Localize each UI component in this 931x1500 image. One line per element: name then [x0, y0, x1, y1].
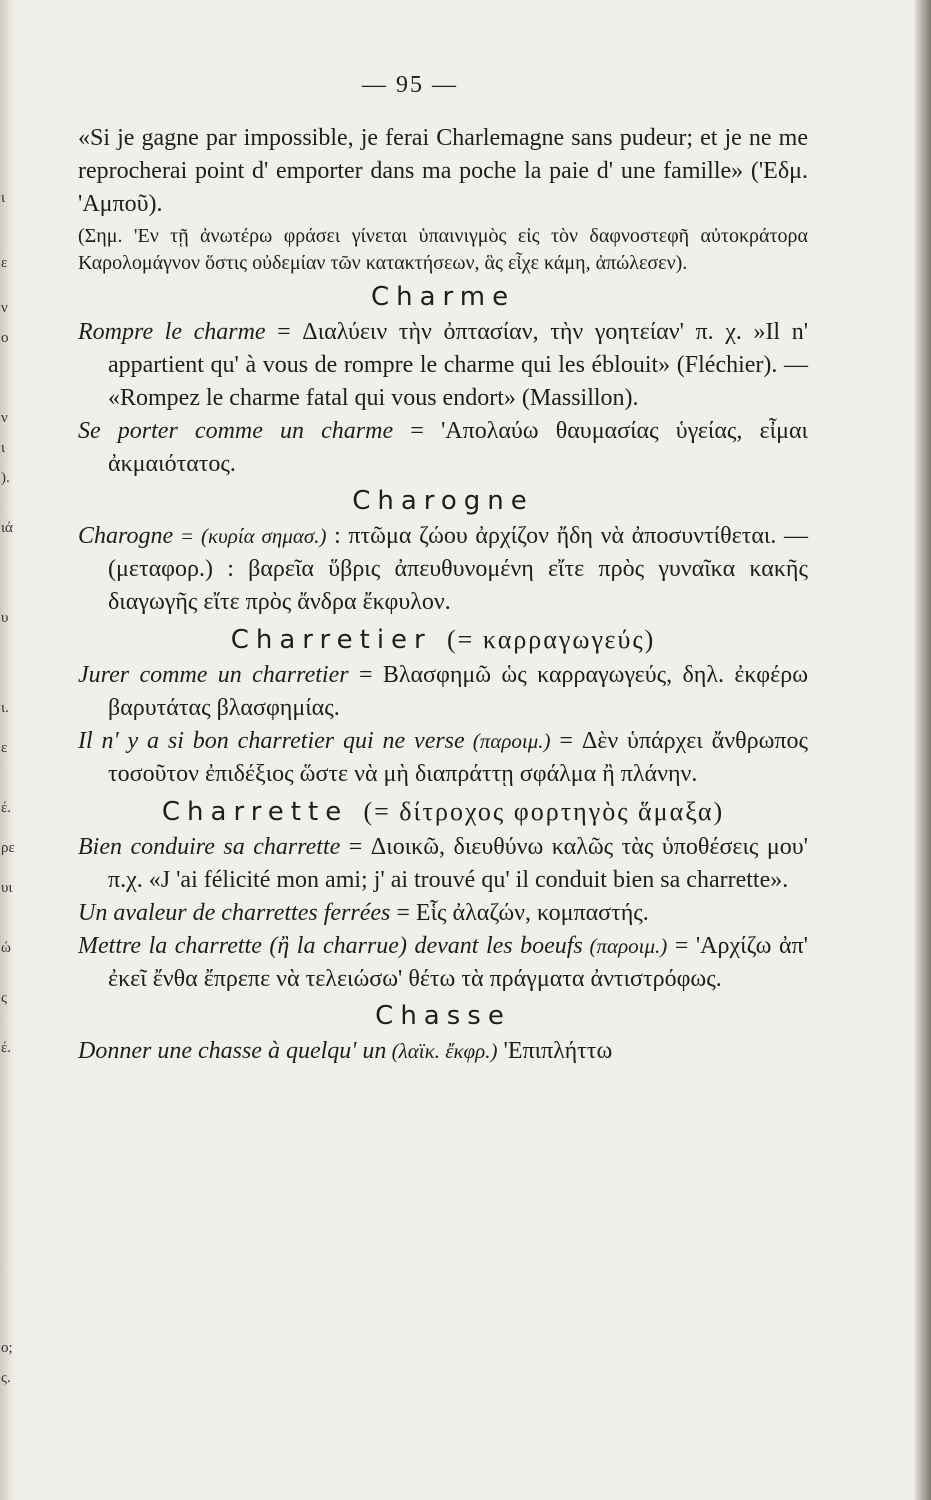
margin-fragment: ε [1, 740, 8, 756]
entry-phrase: Donner une chasse à quelqu' un [78, 1038, 387, 1064]
margin-fragment: ς. [1, 1370, 11, 1386]
margin-fragment: ιά [1, 520, 13, 536]
margin-fragment: ε [1, 255, 8, 271]
dictionary-entry [78, 831, 808, 897]
right-page-edge [913, 0, 931, 1500]
margin-fragment: ς [1, 990, 7, 1006]
entry-definition: = 'Αρχίζω ἀπ' ἐκεῖ ἔνθα ἔπρεπε νὰ τελειώσω' θέτω τὰ πράγματα ἀντιστρόφως. [108, 933, 808, 992]
section-heading-word: Charrette [161, 797, 349, 827]
entry-phrase: Jurer comme un charretier [78, 662, 349, 688]
left-page-edge [0, 0, 16, 1500]
entry-phrase: Se porter comme un charme [78, 418, 394, 444]
margin-fragment: έ. [1, 800, 12, 816]
entry-definition: = 'Απολαύω θαυμασίας ὑγείας, εἶμαι ἀκμαιότατος. [108, 418, 808, 477]
section-heading [78, 281, 808, 314]
dictionary-entry [78, 930, 808, 996]
margin-fragment: ν [1, 300, 8, 316]
section-heading [78, 485, 808, 518]
margin-fragment: ι [1, 440, 6, 456]
margin-fragment: ρε [1, 840, 15, 856]
entry-phrase: Mettre la charrette (ἢ la charrue) devant les boeufs [78, 933, 583, 959]
margin-fragment: ). [1, 470, 10, 486]
margin-fragment: ν [1, 410, 8, 426]
margin-fragment: ο; [1, 1340, 13, 1356]
entry-definition: = Δὲν ὑπάρχει ἄνθρωπος τοσοῦτον ἐπιδέξιος ὥστε νὰ μὴ διαπράττῃ σφάλμα ἢ πλάνην. [108, 728, 808, 787]
margin-fragment: ώ [1, 940, 11, 956]
dictionary-entry [78, 1035, 808, 1068]
section-heading-word: Charretier [230, 625, 432, 655]
margin-fragment: έ. [1, 1040, 12, 1056]
page-number: — 95 — [362, 72, 458, 98]
entry-phrase: Un avaleur de charrettes ferrées [78, 900, 391, 926]
entry-usage-tag: (παροιμ.) [582, 934, 668, 958]
section-heading-gloss: (= καρραγωγεύς) [447, 625, 656, 654]
dictionary-entry [78, 897, 808, 930]
section-heading [78, 795, 808, 829]
dictionary-entry [78, 316, 808, 415]
entry-usage-tag: (λαϊκ. ἔκφρ.) [386, 1039, 498, 1063]
entry-usage-tag: (παροιμ.) [464, 729, 551, 753]
page-text [78, 122, 808, 1068]
margin-fragment: υ [1, 610, 9, 626]
section-heading-word: Charme [370, 282, 516, 312]
entry-phrase: Rompre le charme [78, 319, 266, 345]
entry-usage-tag: = (κυρία σημασ.) [173, 524, 327, 548]
dictionary-sections [78, 281, 808, 1068]
section-heading-gloss: (= δίτροχος φορτηγὸς ἅμαξα) [363, 797, 725, 826]
section-heading [78, 623, 808, 657]
section-heading-word: Charogne [352, 486, 534, 516]
entry-definition: = Βλασφημῶ ὡς καρραγωγεύς, δηλ. ἐκφέρω βαρυτάτας βλασφημίας. [108, 662, 809, 721]
dictionary-entry [78, 520, 808, 619]
section-heading-word: Chasse [375, 1001, 511, 1031]
dictionary-entry [78, 659, 808, 725]
entry-definition: = Διαλύειν τὴν ὀπτασίαν, τὴν γοητείαν' π. χ. »Il n' appartient qu' à vous de rompre le charme qui les éblouit» (Fléchier). — «Rompez le charme fatal qui vous endort» (Massillon). [108, 319, 809, 411]
dictionary-entry [78, 415, 808, 481]
entry-phrase: Bien conduire sa charrette [78, 834, 341, 860]
entry-definition: : πτῶμα ζώου ἀρχίζον ἤδη νὰ ἀποσυντίθεται. — (μεταφορ.) : βαρεῖα ὕβρις ἀπευθυνομένη εἴτε πρὸς γυναῖκα κακῆς διαγωγῆς εἴτε πρὸς ἄνδρα ἔκφυλον. [108, 523, 808, 615]
margin-fragment: ι. [1, 700, 9, 716]
entry-definition: = Εἷς ἀλαζών, κομπαστής. [390, 900, 649, 926]
section-heading [78, 1000, 808, 1033]
intro-note: (Σημ. 'Εν τῇ ἀνωτέρω φράσει γίνεται ὑπαινιγμὸς εἰς τὸν δαφνοστεφῆ αὐτοκράτορα Καρολομάγνον ὅστις οὐδεμίαν τῶν κατακτήσεων, ἃς εἶχε κάμη, ἀπώλεσεν). [78, 225, 808, 274]
entry-definition: = Διοικῶ, διευθύνω καλῶς τὰς ὑποθέσεις μου' π.χ. «J 'ai félicité mon ami; j' ai trouvé qu' il conduit bien sa charrette». [108, 834, 808, 893]
entry-definition: 'Επιπλήττω [497, 1038, 613, 1064]
entry-phrase: Charogne [78, 523, 174, 549]
entry-phrase: Il n' y a si bon charretier qui ne verse [78, 728, 465, 754]
dictionary-entry [78, 725, 808, 791]
margin-fragment: υι [1, 880, 13, 896]
intro-quote: «Si je gagne par impossible, je ferai Charlemagne sans pudeur; et je ne me reprocherai point d' emporter dans ma poche la paie d' une famille» ('Εδμ. 'Αμποῦ). [78, 125, 808, 217]
margin-fragment: ο [1, 330, 9, 346]
margin-fragment: ι [1, 190, 6, 206]
